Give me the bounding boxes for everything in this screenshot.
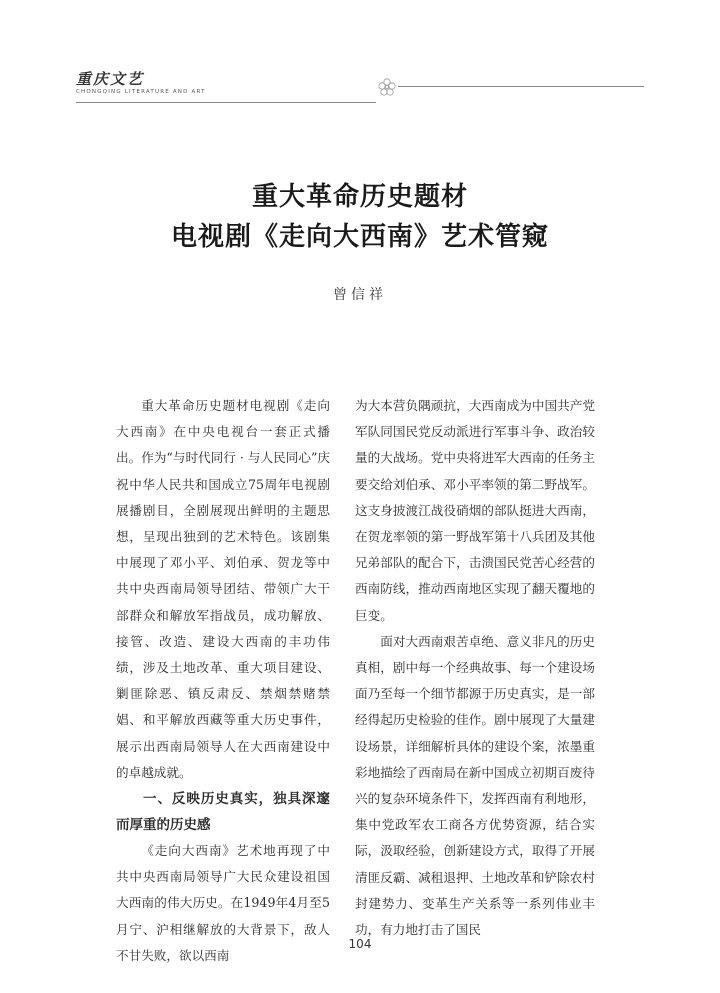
- section-heading: 一、反映历史真实，独具深邃而厚重的历史感: [116, 791, 330, 834]
- right-text-column: [355, 393, 595, 943]
- left-text-column: [116, 393, 330, 969]
- paragraph: 《走向大西南》艺术地再现了中共中央西南局领导广大民众建设祖国大西南的伟大历史。在1949年4月至5月宁、沪相继解放的大背景下，敌人不甘失败，欲以西南: [116, 843, 330, 963]
- article-title-line-2: 电视剧《走向大西南》艺术管窥: [170, 222, 549, 252]
- journal-name-en: CHONGQING LITERATURE AND ART: [76, 89, 206, 95]
- paragraph: 面对大西南艰苦卓绝、意义非凡的历史真相，剧中每一个经典故事、每一个建设场面乃至每一个细节都源于历史真实，是一部经得起历史检验的佳作。剧中展现了大量建设场景，详细解析具体的建设个案，浓墨重彩地描绘了西南局在新中国成立初期百废待兴的复杂环境条件下，发挥西南有利地形，集中党政军农工商各方优势资源，结合实际，汲取经验，创新建设方式，取得了开展清匪反霸、减租退押、土地改革和铲除农村封建势力、变革生产关系等一系列伟业丰功，有力地打击了国民: [355, 633, 595, 938]
- article-title-line-1: 重大革命历史题材: [251, 182, 468, 212]
- paragraph: 重大革命历史题材电视剧《走向大西南》在中央电视台一套正式播出。作为“与时代同行 · 与人民同心”庆祝中华人民共和国成立75周年电视剧展播剧目，全剧展现出鲜明的主题思想，呈现出独到的艺术特色。该剧集中展现了邓小平、刘伯承、贺龙等中共中央西南局领导团结、带领广大干部群众和解放军指战员，成功解放、接管、改造、建设大西南的丰功伟绩，涉及土地改革、重大项目建设、剿匪除恶、镇反肃反、禁烟禁赌禁娼、和平解放西藏等重大历史事件，展示出西南局领导人在大西南建设中的卓越成就。: [116, 398, 330, 780]
- journal-logo: [76, 70, 216, 95]
- paragraph: 为大本营负隅顽抗，大西南成为中国共产党军队同国民党反动派进行军事斗争、政治较量的大战场。党中央将进军大西南的任务主要交给刘伯承、邓小平率领的第二野战军。这支身披渡江战役硝烟的部队挺进大西南，在贺龙率领的第一野战军第十八兵团及其他兄弟部队的配合下，击溃国民党苦心经营的西南防线，推动西南地区实现了翻天覆地的巨变。: [355, 398, 595, 623]
- journal-name-cn: 重庆文艺: [76, 70, 145, 88]
- page-number: 104: [348, 937, 372, 951]
- flower-ornament-icon: [377, 77, 397, 97]
- header-rule-left: [76, 102, 376, 103]
- header-rule-right: [398, 86, 644, 87]
- article-author: 曾信祥: [333, 287, 387, 303]
